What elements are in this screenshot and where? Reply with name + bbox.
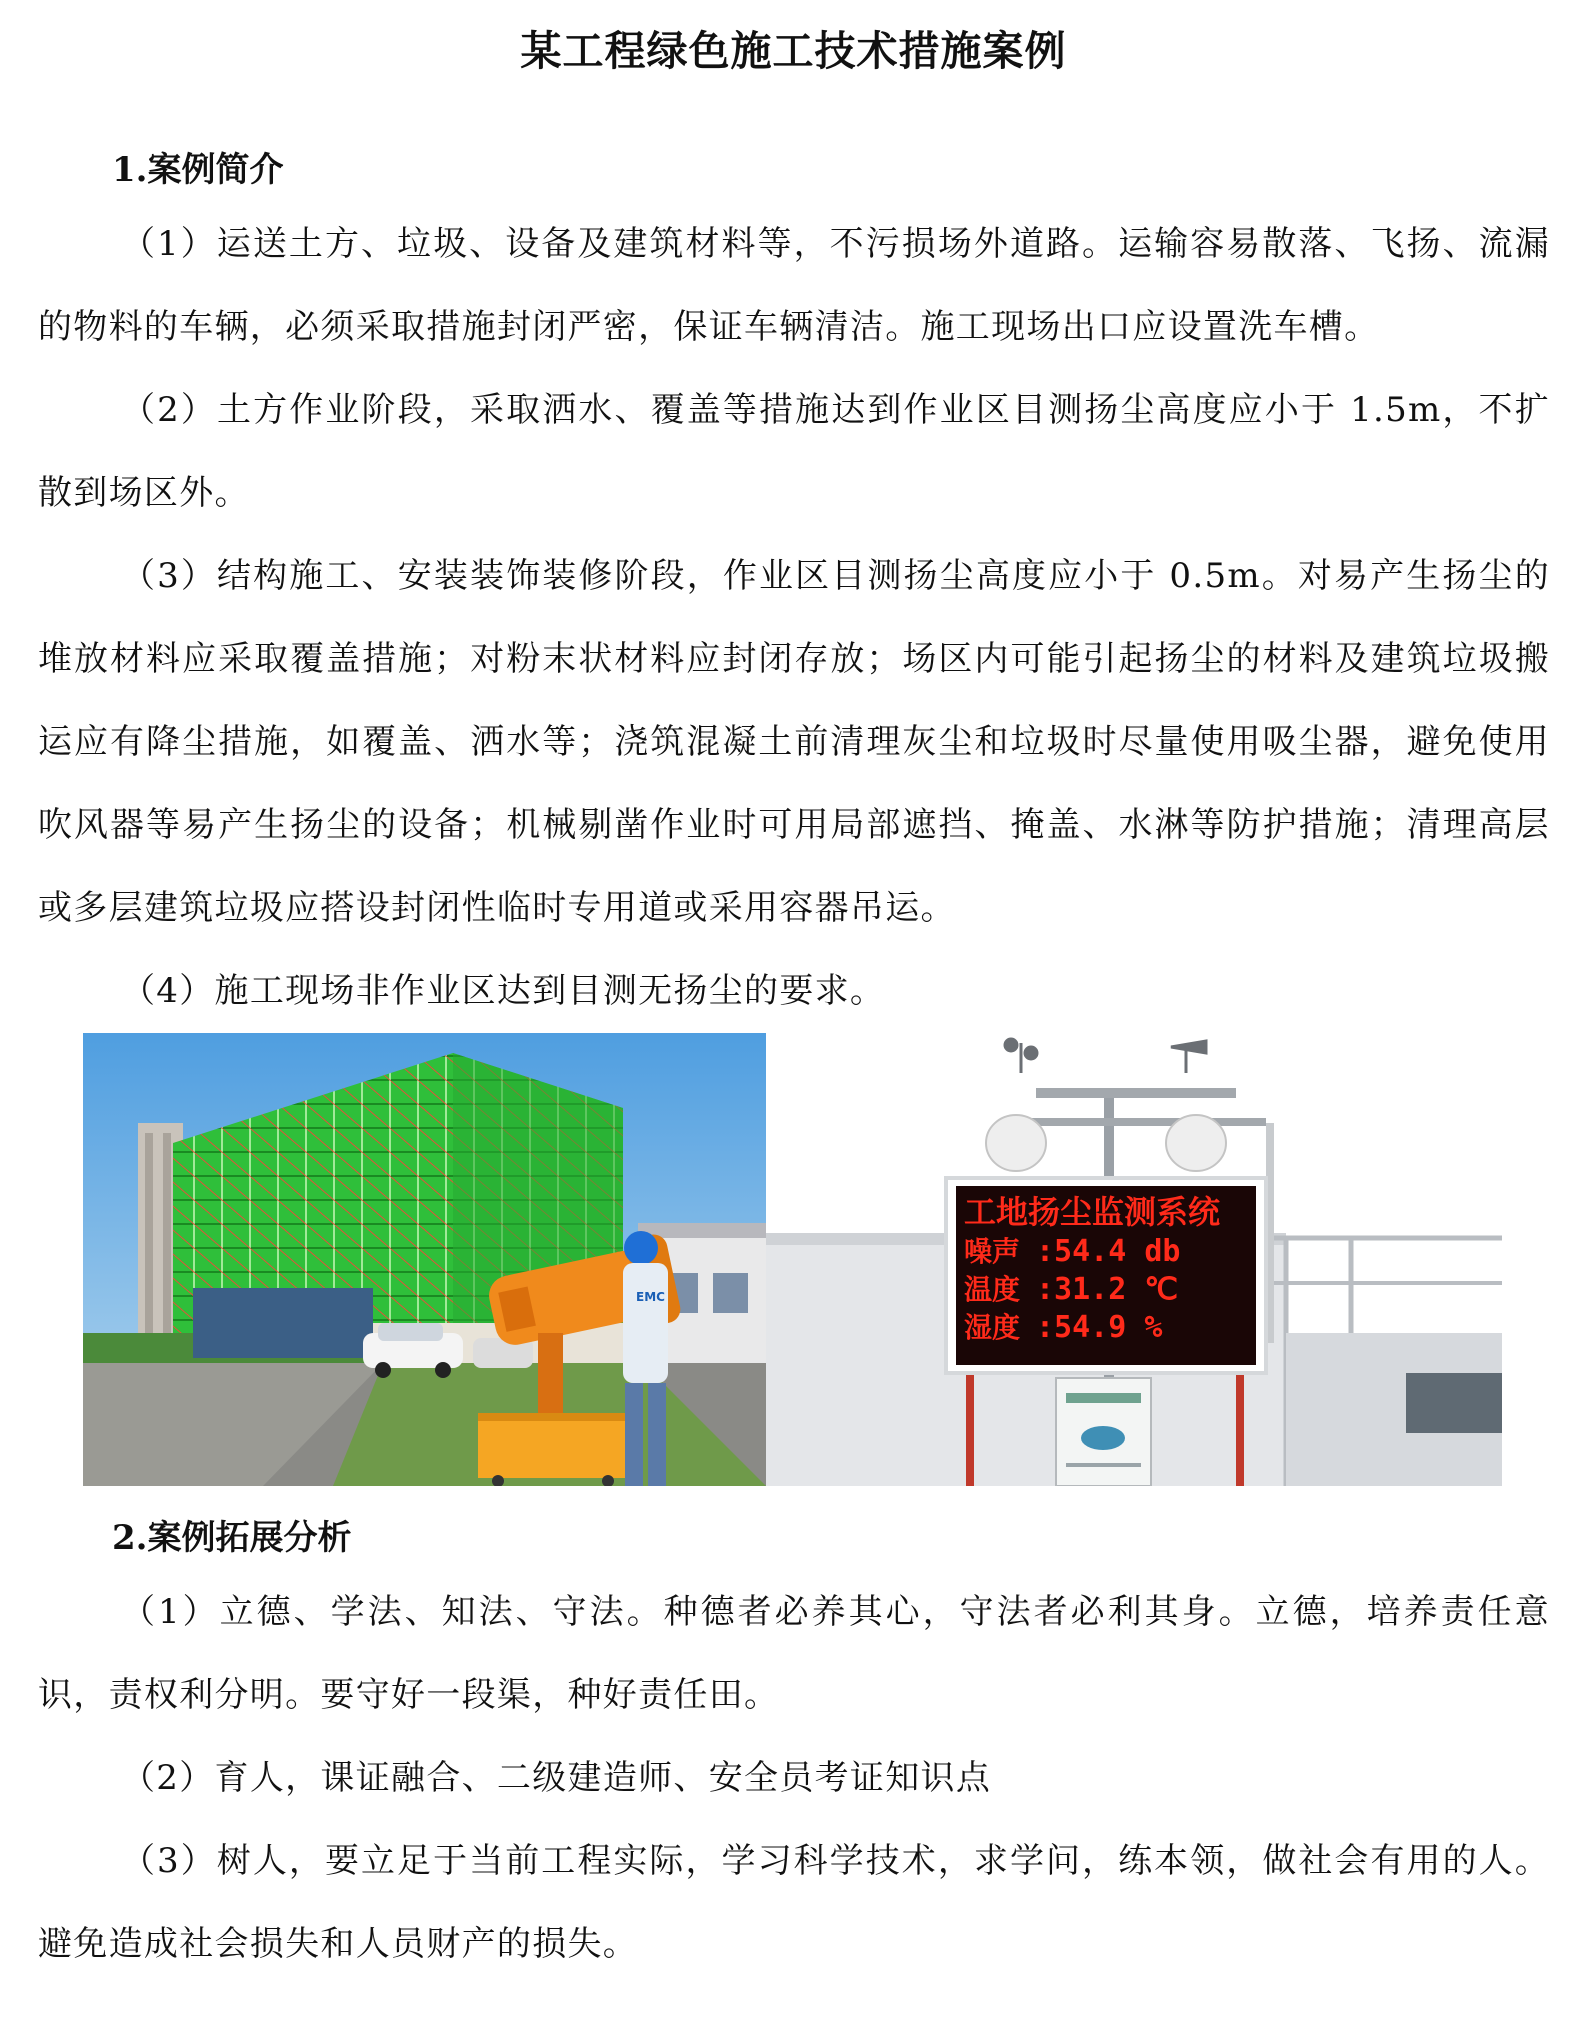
section-2-paragraph-2: （2）育人，课证融合、二级建造师、安全员考证知识点	[121, 1758, 992, 1798]
led-row-1-label: 噪声	[964, 1235, 1021, 1268]
led-row-2-label: 温度	[964, 1273, 1021, 1306]
document-title: 某工程绿色施工技术措施案例	[520, 27, 1067, 75]
worker-badge-text: EMC	[636, 1290, 665, 1304]
dust-monitor-photo	[766, 1033, 1502, 1486]
section-2-heading: 2.案例拓展分析	[112, 1518, 352, 1558]
construction-site-photo	[83, 1033, 766, 1486]
section-2-paragraph-1: （1）立德、学法、知法、守法。种德者必养其心，守法者必利其身。立德，培养责任意识，责权利分明。要守好一段渠，种好责任田。	[38, 1592, 1550, 1715]
led-row-3-value: :54.9 %	[1036, 1310, 1163, 1345]
section-1-paragraph-3: （3）结构施工、安装装饰装修阶段，作业区目测扬尘高度应小于 0.5m。对易产生扬尘的堆放材料应采取覆盖措施；对粉末状材料应封闭存放；场区内可能引起扬尘的材料及建筑垃圾搬运应有降尘措施，如覆盖、洒水等；浇筑混凝土前清理灰尘和垃圾时尽量使用吸尘器，避免使用吹风器等易产生扬尘的设备；机械剔凿作业时可用局部遮挡、掩盖、水淋等防护措施；清理高层或多层建筑垃圾应搭设封闭性临时专用道或采用容器吊运。	[38, 556, 1550, 928]
dust-monitor-display-photo-icon	[766, 1033, 1502, 1486]
section-1-paragraph-2: （2）土方作业阶段，采取洒水、覆盖等措施达到作业区目测扬尘高度应小于 1.5m，不扩散到场区外。	[38, 390, 1550, 513]
led-row-1-value: :54.4 db	[1036, 1234, 1181, 1269]
section-1-heading: 1.案例简介	[112, 150, 284, 190]
led-row-3-label: 湿度	[964, 1311, 1021, 1344]
led-display-title: 工地扬尘监测系统	[964, 1193, 1221, 1231]
led-row-2-value: :31.2 ℃	[1036, 1272, 1179, 1307]
construction-site-fog-cannon-photo-icon	[83, 1033, 766, 1486]
section-1-paragraph-4: （4）施工现场非作业区达到目测无扬尘的要求。	[121, 971, 886, 1011]
section-1-paragraph-1: （1）运送土方、垃圾、设备及建筑材料等，不污损场外道路。运输容易散落、飞扬、流漏的物料的车辆，必须采取措施封闭严密，保证车辆清洁。施工现场出口应设置洗车槽。	[38, 224, 1550, 347]
section-2-paragraph-3: （3）树人，要立足于当前工程实际，学习科学技术，求学问，练本领，做社会有用的人。避免造成社会损失和人员财产的损失。	[38, 1841, 1550, 1964]
